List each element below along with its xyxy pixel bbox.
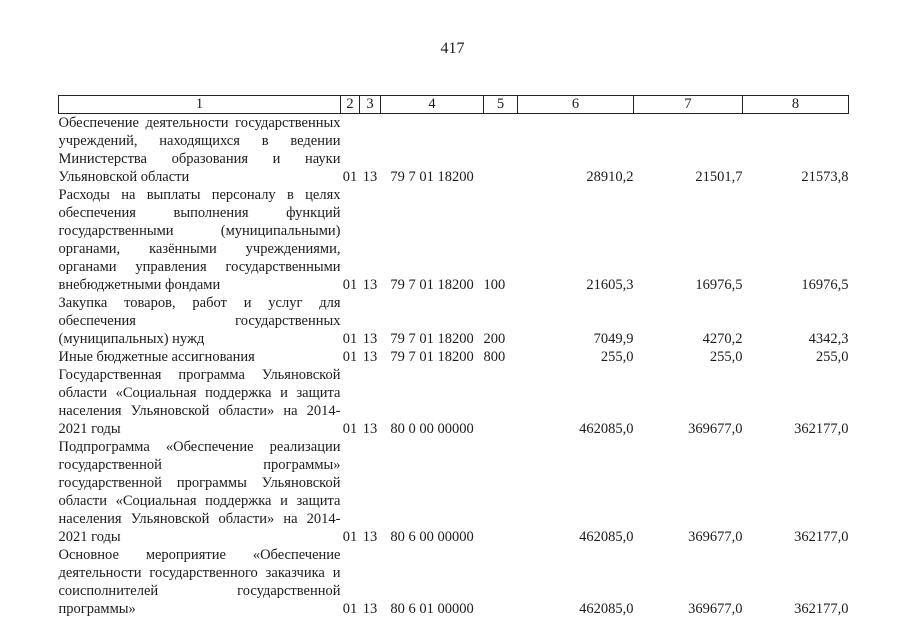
row-amount-col7: 369677,0 bbox=[688, 601, 743, 617]
row-amount-col6: 21605,3 bbox=[586, 277, 634, 293]
row-name: Подпрограмма «Обеспечение реализации государственной программы» государственной программы Ульяновской области «Социальная поддержка и защита населения Ульяновской области» на 2014-2021 годы bbox=[58, 439, 341, 545]
row-subsection: 13 bbox=[362, 601, 378, 617]
row-expense-type bbox=[484, 546, 518, 618]
row-amount-col8: 362177,0 bbox=[794, 529, 849, 545]
row-name: Основное мероприятие «Обеспечение деятельности государственного заказчика и соисполнителей государственной программы» bbox=[58, 547, 341, 617]
row-subsection: 13 bbox=[362, 331, 378, 347]
budget-table bbox=[58, 95, 849, 618]
row-amount-col7: 369677,0 bbox=[688, 421, 743, 437]
row-expense-type bbox=[484, 114, 518, 187]
table-row bbox=[59, 114, 849, 187]
row-amount-col6: 7049,9 bbox=[593, 331, 634, 347]
row-section: 01 bbox=[342, 349, 358, 365]
row-subsection: 13 bbox=[362, 421, 378, 437]
row-amount-col7: 255,0 bbox=[709, 349, 743, 365]
header-cell-8: 8 bbox=[743, 96, 849, 114]
header-cell-3: 3 bbox=[360, 96, 381, 114]
row-name: Государственная программа Ульяновской области «Социальная поддержка и защита населения Ульяновской области» на 2014-2021 годы bbox=[58, 367, 341, 437]
row-expense-type bbox=[484, 438, 518, 546]
row-amount-col6: 462085,0 bbox=[579, 601, 634, 617]
row-section: 01 bbox=[342, 169, 358, 185]
row-subsection: 13 bbox=[362, 349, 378, 365]
row-amount-col8: 21573,8 bbox=[801, 169, 849, 185]
table-row bbox=[59, 438, 849, 546]
row-amount-col8: 4342,3 bbox=[808, 331, 849, 347]
table-row bbox=[59, 366, 849, 438]
row-name: Иные бюджетные ассигнования bbox=[58, 349, 255, 365]
row-amount-col7: 4270,2 bbox=[702, 331, 743, 347]
row-amount-col6: 462085,0 bbox=[579, 529, 634, 545]
row-target-article: 79 7 01 18200 bbox=[390, 349, 474, 365]
row-section: 01 bbox=[342, 601, 358, 617]
row-expense-type: 100 bbox=[483, 277, 506, 293]
row-amount-col7: 369677,0 bbox=[688, 529, 743, 545]
header-cell-4: 4 bbox=[381, 96, 484, 114]
row-target-article: 79 7 01 18200 bbox=[390, 169, 474, 185]
row-amount-col8: 362177,0 bbox=[794, 421, 849, 437]
header-cell-2: 2 bbox=[341, 96, 360, 114]
row-amount-col7: 21501,7 bbox=[695, 169, 743, 185]
table-row bbox=[59, 186, 849, 294]
header-cell-1: 1 bbox=[59, 96, 341, 114]
row-amount-col8: 255,0 bbox=[815, 349, 849, 365]
header-cell-5: 5 bbox=[484, 96, 518, 114]
header-cell-7: 7 bbox=[634, 96, 743, 114]
header-cell-6: 6 bbox=[518, 96, 634, 114]
row-amount-col8: 362177,0 bbox=[794, 601, 849, 617]
row-amount-col7: 16976,5 bbox=[695, 277, 743, 293]
row-subsection: 13 bbox=[362, 277, 378, 293]
row-name: Расходы на выплаты персоналу в целях обеспечения выполнения функций государственными (муниципальными) органами, казёнными учреждениями, органами управления государственными внебюджетными фондами bbox=[58, 187, 341, 293]
row-amount-col6: 255,0 bbox=[600, 349, 634, 365]
row-section: 01 bbox=[342, 331, 358, 347]
table-row bbox=[59, 546, 849, 618]
row-section: 01 bbox=[342, 421, 358, 437]
row-name: Обеспечение деятельности государственных учреждений, находящихся в ведении Министерства образования и науки Ульяновской области bbox=[58, 115, 341, 185]
row-subsection: 13 bbox=[362, 169, 378, 185]
row-expense-type bbox=[484, 366, 518, 438]
row-amount-col6: 28910,2 bbox=[586, 169, 634, 185]
row-amount-col8: 16976,5 bbox=[801, 277, 849, 293]
row-amount-col6: 462085,0 bbox=[579, 421, 634, 437]
row-target-article: 79 7 01 18200 bbox=[390, 331, 474, 347]
table-row bbox=[59, 348, 849, 366]
row-target-article: 79 7 01 18200 bbox=[390, 277, 474, 293]
table-row bbox=[59, 294, 849, 348]
row-section: 01 bbox=[342, 529, 358, 545]
row-name: Закупка товаров, работ и услуг для обеспечения государственных (муниципальных) нужд bbox=[58, 295, 341, 347]
header-row bbox=[59, 96, 849, 114]
page-number: 417 bbox=[440, 40, 465, 57]
row-expense-type: 200 bbox=[483, 331, 506, 347]
row-expense-type: 800 bbox=[483, 349, 506, 365]
row-section: 01 bbox=[342, 277, 358, 293]
row-target-article: 80 6 00 00000 bbox=[390, 529, 474, 545]
row-target-article: 80 6 01 00000 bbox=[390, 601, 474, 617]
row-target-article: 80 0 00 00000 bbox=[390, 421, 474, 437]
row-subsection: 13 bbox=[362, 529, 378, 545]
